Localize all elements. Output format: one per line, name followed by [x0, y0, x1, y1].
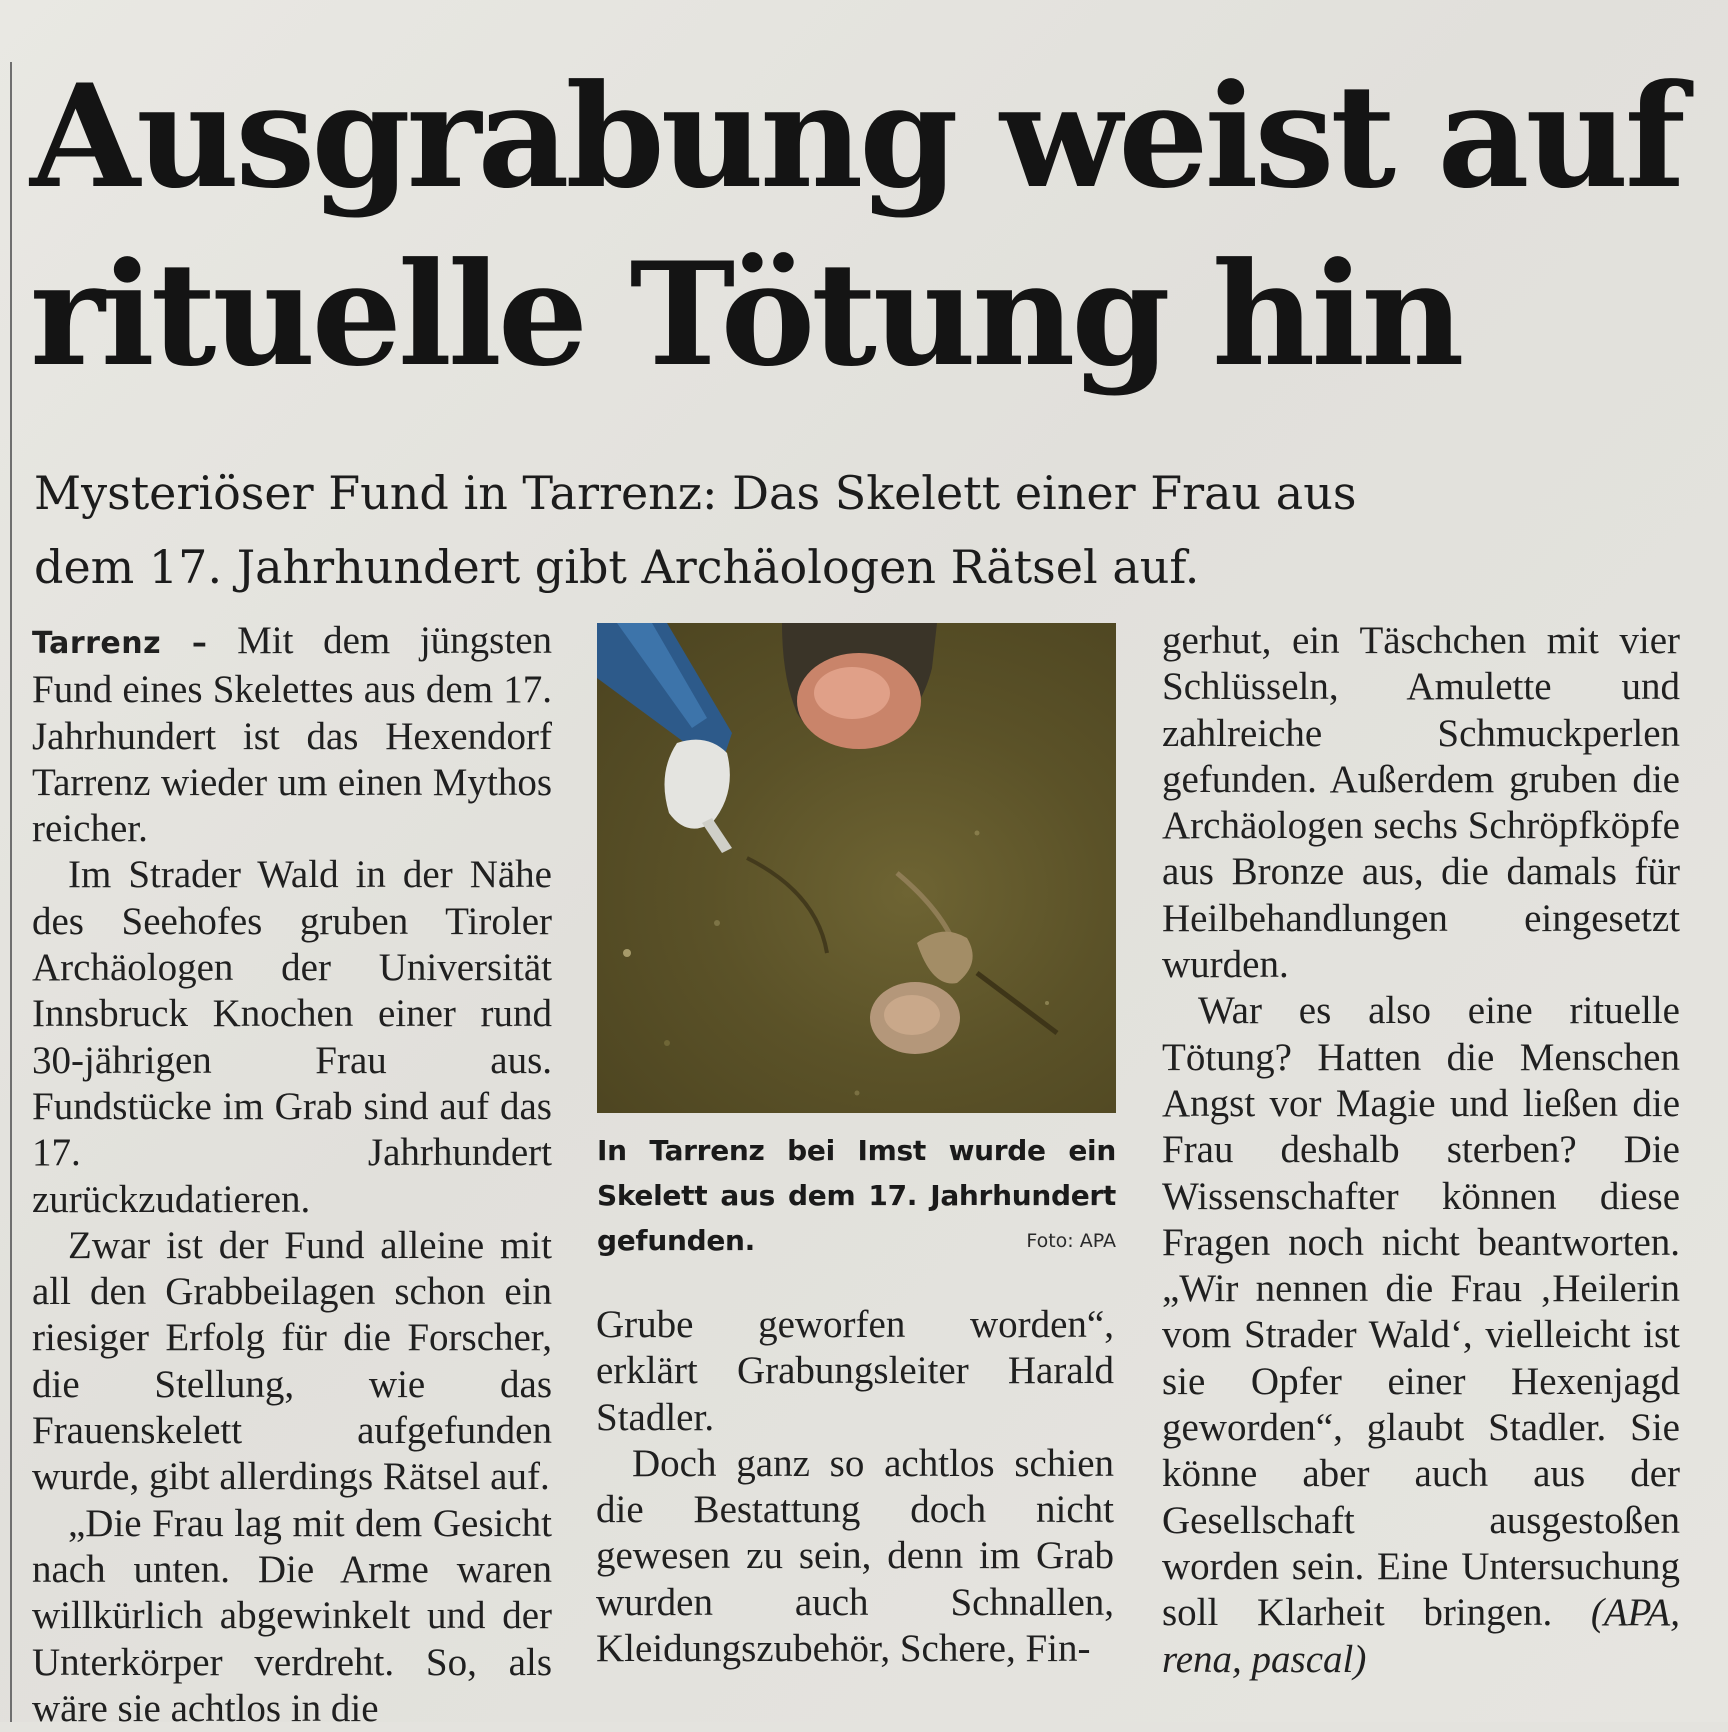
headline-line-1: Ausgrabung weist auf	[30, 54, 1682, 220]
body-paragraph	[1162, 988, 1680, 1682]
headline-line-2: rituelle Tötung hin	[30, 232, 1461, 398]
headline	[30, 48, 1720, 404]
body-paragraph: Zwar ist der Fund alleine mit all den Grabbeilagen schon ein riesiger Erfolg für die Forscher, die Stellung, wie das Frauenskelett aufgefunden wurde, gibt allerdings Rätsel auf.	[32, 1223, 552, 1499]
lead-paragraph	[32, 618, 552, 852]
body-paragraph: Grube geworfen worden“, erklärt Grabungsleiter Harald Stadler.	[596, 1303, 1114, 1439]
body-paragraph: gerhut, ein Täschchen mit vier Schlüsseln, Amulette und zahlreiche Schmuckperlen gefunden. Außerdem gruben die Archäologen sechs Schröpfköpfe aus Bronze aus, die damals für Heilbehandlungen eingesetzt wurden.	[1162, 619, 1680, 987]
photo-credit: Foto: APA	[1026, 1230, 1116, 1252]
subheadline-line-2: dem 17. Jahrhundert gibt Archäologen Rätsel auf.	[34, 540, 1200, 594]
article-column-2	[596, 1302, 1114, 1672]
subheadline	[34, 456, 1714, 604]
excavation-photo-illustration	[597, 623, 1116, 1113]
article-column-1	[32, 618, 552, 1732]
photo-caption: In Tarrenz bei Imst wurde ein Skelett aus dem 17. Jahrhundert gefunden.	[597, 1134, 1116, 1257]
lead-text: Mit dem jüngsten Fund eines Skelettes aus dem 17. Jahrhundert ist das Hexendorf Tarrenz wieder um einen Mythos reicher.	[32, 619, 553, 851]
author-signature: (APA, rena, pascal)	[1162, 1591, 1681, 1681]
body-paragraph: Doch ganz so achtlos schien die Bestattung doch nicht gewesen zu sein, denn im Grab wurden auch Schnallen, Kleidungszubehör, Schere, Fin-	[596, 1441, 1114, 1671]
excavation-photo	[597, 623, 1116, 1113]
body-paragraph: „Die Frau lag mit dem Gesicht nach unten. Die Arme waren willkürlich abgewinkelt und der Unterkörper verdreht. So, als wäre sie achtlos in die	[32, 1501, 552, 1730]
article-column-3	[1162, 618, 1680, 1683]
dateline: Tarrenz –	[32, 626, 208, 661]
body-paragraph: Im Strader Wald in der Nähe des Seehofes gruben Tiroler Archäologen der Universität Innsbruck Knochen einer rund 30-jährigen Frau aus. Fundstücke im Grab sind auf das 17. Jahrhundert zurückzudatieren.	[32, 853, 552, 1221]
subheadline-line-1: Mysteriöser Fund in Tarrenz: Das Skelett einer Frau aus	[34, 466, 1357, 520]
closing-text: War es also eine rituelle Tötung? Hatten die Menschen Angst vor Magie und ließen die Frau deshalb sterben? Die Wissenschafter können diese Fragen noch nicht beantworten. „Wir nennen die Frau ‚Heilerin vom Strader Wald‘, vielleicht ist sie Opfer einer Hexenjagd geworden“, glaubt Stadler. Sie könne aber auch aus der Gesellschaft ausgestoßen worden sein. Eine Untersuchung soll Klarheit bringen.	[1162, 989, 1680, 1635]
column-rule	[10, 62, 12, 1722]
